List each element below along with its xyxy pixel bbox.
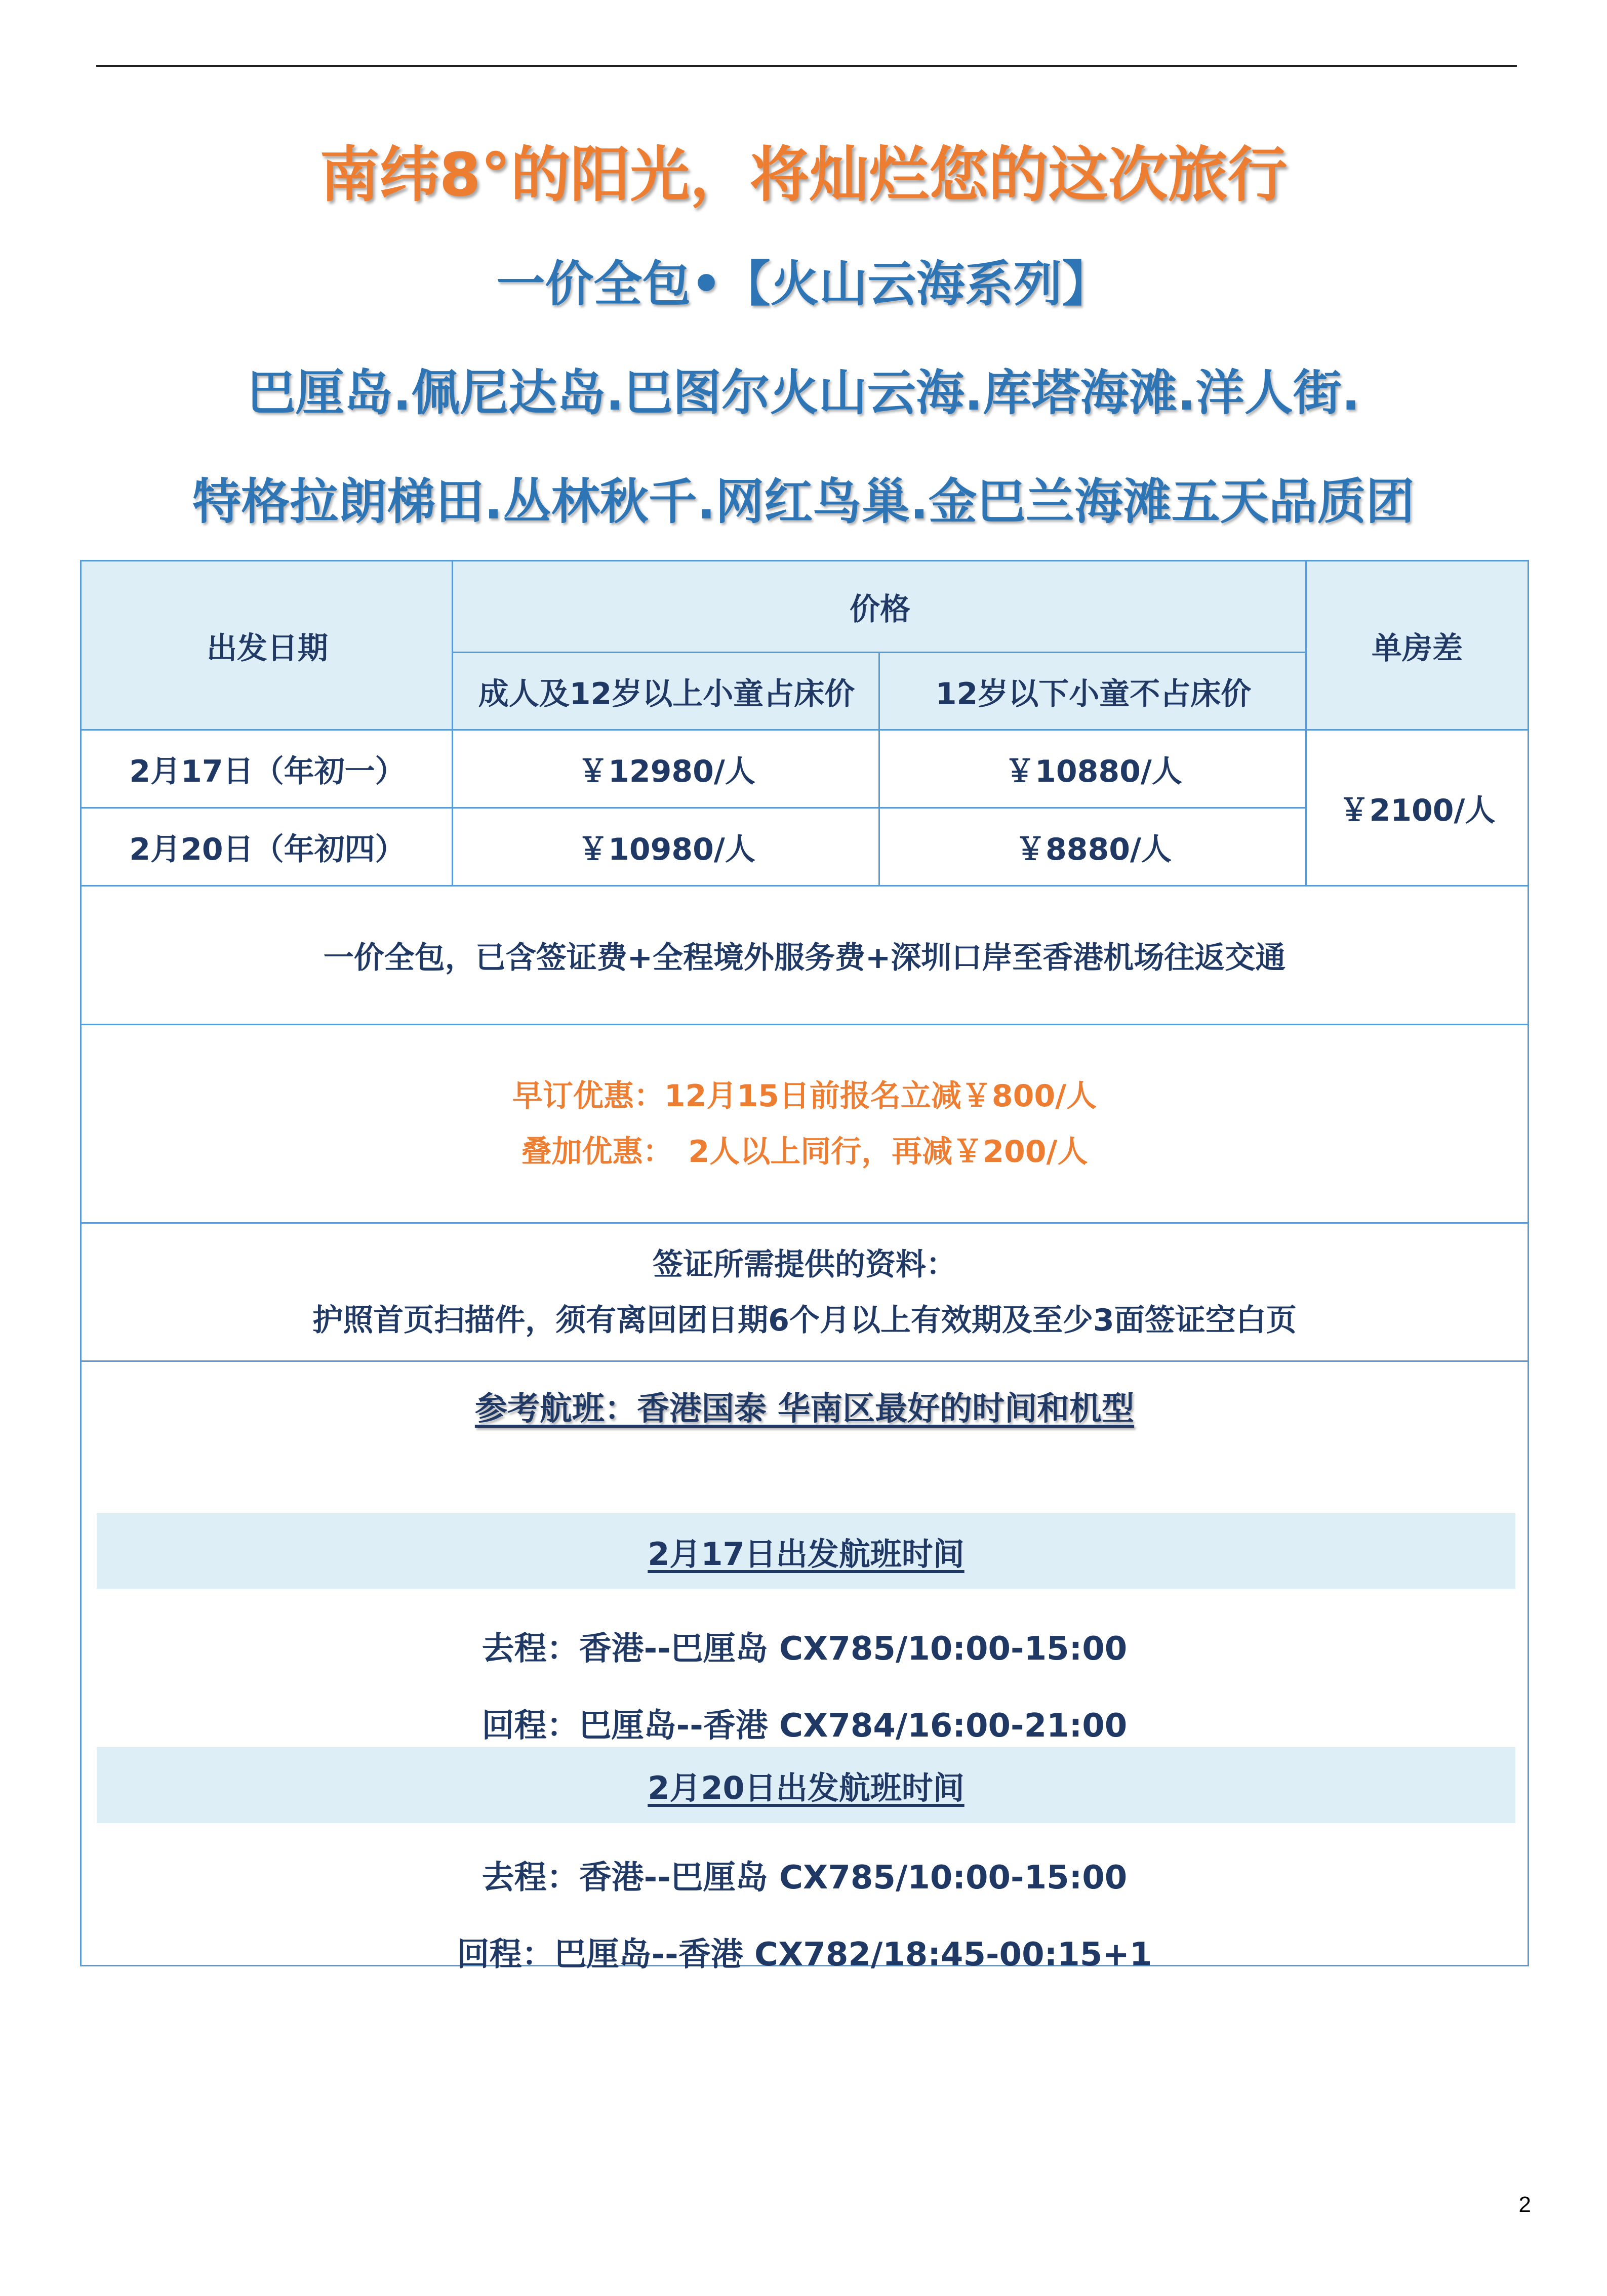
grid-line bbox=[452, 561, 453, 886]
table-row-1-child: ￥10880/人 bbox=[1005, 754, 1182, 789]
visa-block bbox=[82, 1223, 1528, 1361]
table-row-1-adult: ￥12980/人 bbox=[578, 754, 755, 789]
header-single bbox=[1307, 561, 1528, 730]
header-single-label: 单房差 bbox=[1372, 630, 1463, 666]
header-date-label: 出发日期 bbox=[207, 630, 328, 666]
grid-line bbox=[82, 1222, 1528, 1224]
grid-line bbox=[82, 1024, 1528, 1025]
header-price-label: 价格 bbox=[850, 592, 910, 627]
grid-line bbox=[1305, 561, 1307, 886]
flight-group-1-label: 2月17日出发航班时间 bbox=[97, 1513, 1515, 1589]
grid-line bbox=[453, 652, 1307, 653]
grid-line bbox=[82, 1360, 1528, 1362]
table-row-2-child: ￥8880/人 bbox=[1015, 832, 1172, 867]
inclusive-note: 一价全包，已含签证费+全程境外服务费+深圳口岸至香港机场往返交通 bbox=[323, 940, 1286, 976]
grid-line bbox=[82, 807, 1307, 809]
flight-group-1-outbound: 去程：香港--巴厘岛 CX785/10:00-15:00 bbox=[481, 1630, 1128, 1668]
flight-group-1-return: 回程：巴厘岛--香港 CX784/16:00-21:00 bbox=[481, 1707, 1128, 1745]
flight-section-title: 参考航班：香港国泰 华南区最好的时间和机型 bbox=[474, 1390, 1135, 1428]
single-supplement-value: ￥2100/人 bbox=[1339, 793, 1496, 828]
header-adult bbox=[453, 653, 880, 730]
itinerary-line-2: 特格拉朗梯田.丛林秋千.网红鸟巢.金巴兰海滩五天品质团 bbox=[192, 473, 1415, 530]
early-booking-promo: 早订优惠：12月15日前报名立减￥800/人 bbox=[512, 1078, 1097, 1114]
header-price bbox=[453, 561, 1307, 653]
flight-group-2-return: 回程：巴厘岛--香港 CX782/18:45-00:15+1 bbox=[457, 1936, 1152, 1973]
header-date bbox=[82, 561, 453, 730]
table-row-1-date: 2月17日（年初一） bbox=[129, 754, 406, 789]
info-table bbox=[80, 560, 1529, 1973]
table-row-2-date: 2月20日（年初四） bbox=[129, 832, 406, 867]
header-adult-label: 成人及12岁以上小童占床价 bbox=[478, 676, 855, 712]
grid-line bbox=[878, 653, 880, 886]
flight-group-2-outbound: 去程：香港--巴厘岛 CX785/10:00-15:00 bbox=[481, 1859, 1128, 1897]
table-row-2-adult: ￥10980/人 bbox=[578, 832, 755, 867]
sub-heading: 一价全包•【火山云海系列】 bbox=[496, 256, 1111, 312]
visa-title: 签证所需提供的资料： bbox=[653, 1246, 956, 1282]
grid-line bbox=[82, 885, 1528, 887]
flight-group-2-label: 2月20日出发航班时间 bbox=[97, 1747, 1515, 1823]
grid-line bbox=[82, 729, 1528, 731]
visa-detail: 护照首页扫描件，须有离回团日期6个月以上有效期及至少3面签证空白页 bbox=[312, 1302, 1297, 1338]
promotions-block bbox=[82, 1025, 1528, 1223]
header-child-label: 12岁以下小童不占床价 bbox=[935, 676, 1252, 712]
top-rule bbox=[96, 65, 1517, 67]
itinerary-line-1: 巴厘岛.佩尼达岛.巴图尔火山云海.库塔海滩.洋人街. bbox=[247, 365, 1360, 421]
group-promo: 叠加优惠： 2人以上同行，再减￥200/人 bbox=[521, 1134, 1088, 1170]
header-child bbox=[880, 653, 1307, 730]
main-heading: 南纬8°的阳光，将灿烂您的这次旅行 bbox=[319, 140, 1288, 210]
page-number: 2 bbox=[1518, 2192, 1531, 2217]
